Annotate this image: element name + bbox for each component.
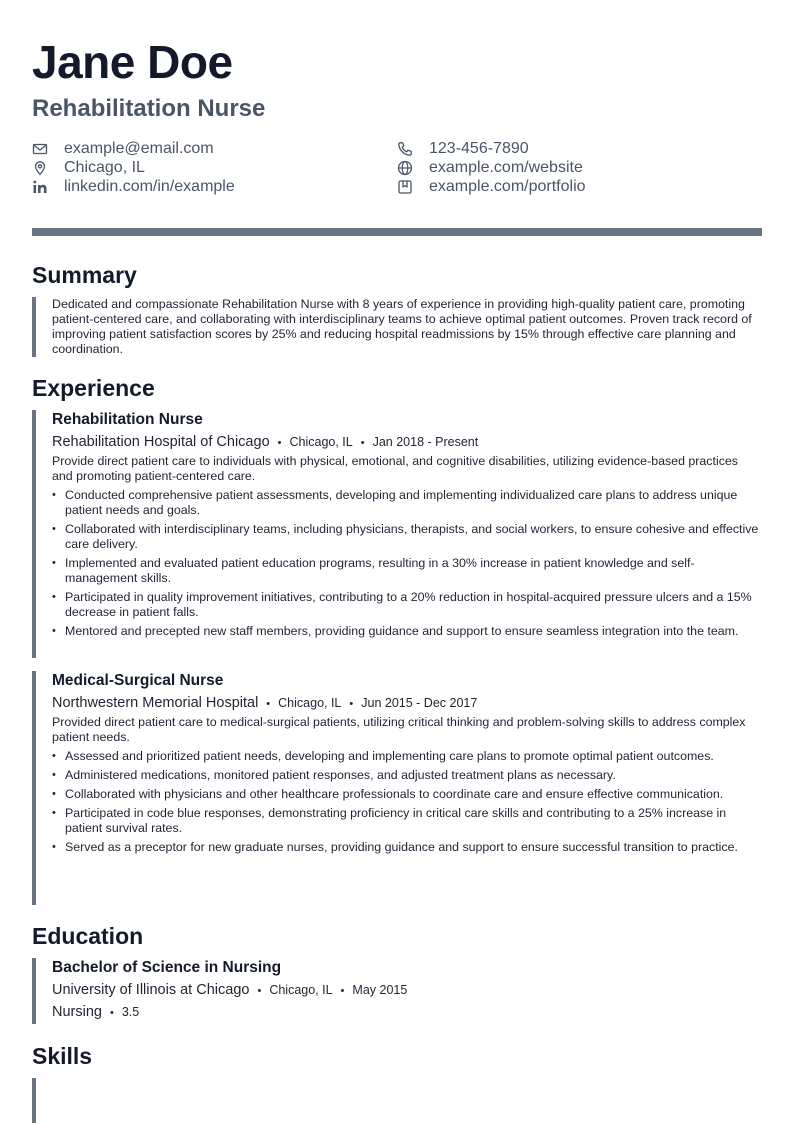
job-bullet: • Served as a preceptor for new graduate nurses, providing guidance and support to ensure successful transition to practice. [52,840,762,855]
job-location: Chicago, IL [278,696,342,710]
education-school: University of Illinois at Chicago [52,982,250,998]
contact-location [32,158,145,177]
job-title: Rehabilitation Nurse [52,411,203,428]
map-pin-icon [32,160,48,176]
job-location: Chicago, IL [289,435,353,449]
contact-portfolio[interactable] [397,177,586,196]
separator-dot: • [340,985,345,997]
skills-heading: Skills [32,1043,93,1069]
job-meta [52,433,762,452]
portfolio-icon [397,179,413,195]
job-bullet: • Assessed and prioritized patient needs, developing and implementing care plans to promote optimal patient outcomes. [52,749,762,764]
education-gpa: 3.5 [121,1005,140,1019]
job-description: Provided direct patient care to medical-surgical patients, utilizing critical thinking and problem-solving skills to address complex patient needs. [52,715,746,744]
contact-linkedin-text: linkedin.com/in/example [64,177,235,195]
education-location: Chicago, IL [269,983,333,997]
contact-portfolio-text: example.com/portfolio [429,177,586,195]
job-bullet: • Participated in quality improvement initiatives, contributing to a 20% reduction in hospital-acquired pressure ulcers and a 15% decrease in patient falls. [52,590,762,620]
contact-info [32,139,762,199]
summary-text: Dedicated and compassionate Rehabilitation Nurse with 8 years of experience in providing high-quality patient care, promoting patient-centered care, and collaborating with interdisciplinary teams to achieve optimal patient outcomes. Proven track record of improving patient satisfaction scores by 25% and reducing hospital readmissions by 15% through effective care planning and coordination. [52,297,752,356]
candidate-name: Jane Doe [32,36,233,88]
job-description: Provide direct patient care to individuals with physical, emotional, and cognitive disabilities, utilizing evidence-based practices and promoting patient-centered care. [52,454,738,483]
contact-email-text: example@email.com [64,139,214,157]
job-bullets [52,749,762,855]
education-details [52,1003,762,1022]
job-entry [32,410,762,658]
job-bullet: • Administered medications, monitored patient responses, and adjusted treatment plans as necessary. [52,768,762,783]
mail-icon [32,141,48,157]
job-bullet: • Mentored and precepted new staff members, providing guidance and support to ensure seamless integration into the team. [52,624,762,639]
skills-block [32,1078,762,1123]
separator-dot: • [257,985,262,997]
contact-phone-text: 123-456-7890 [429,139,529,157]
contact-location-text: Chicago, IL [64,158,145,176]
education-meta [52,981,762,1000]
education-degree: Bachelor of Science in Nursing [52,959,282,976]
contact-website[interactable] [397,158,583,177]
job-dates: Jun 2015 - Dec 2017 [361,696,478,710]
separator-dot: • [360,437,365,449]
job-entry [32,671,762,905]
contact-linkedin[interactable] [32,177,235,196]
job-bullet: • Participated in code blue responses, demonstrating proficiency in critical care skills and contributing to a 25% increase in patient survival rates. [52,806,762,836]
job-meta [52,694,762,713]
phone-icon [397,141,413,157]
summary-heading: Summary [32,262,137,288]
education-entry [32,958,762,1024]
job-organization: Rehabilitation Hospital of Chicago [52,434,270,450]
candidate-role: Rehabilitation Nurse [32,95,266,122]
job-organization: Northwestern Memorial Hospital [52,695,259,711]
summary-block [32,297,762,357]
contact-phone[interactable] [397,139,529,158]
linkedin-icon [32,179,48,195]
job-bullet: • Collaborated with interdisciplinary teams, including physicians, therapists, and social workers, to ensure cohesive and effective care delivery. [52,522,762,552]
contact-website-text: example.com/website [429,158,583,176]
globe-icon [397,160,413,176]
job-bullets [52,488,762,639]
separator-dot: • [349,698,354,710]
separator-dot: • [266,698,271,710]
job-dates: Jan 2018 - Present [372,435,479,449]
education-field: Nursing [52,1004,102,1020]
job-title: Medical-Surgical Nurse [52,672,224,689]
job-bullet: • Conducted comprehensive patient assessments, developing and implementing individualized care plans to address unique patient needs and goals. [52,488,762,518]
job-bullet: • Collaborated with physicians and other healthcare professionals to coordinate care and ensure effective communication. [52,787,762,802]
header-divider [32,228,762,236]
job-bullet: • Implemented and evaluated patient education programs, resulting in a 30% increase in patient knowledge and self-management skills. [52,556,762,586]
education-heading: Education [32,923,144,949]
contact-email[interactable] [32,139,214,158]
experience-heading: Experience [32,375,155,401]
separator-dot: • [277,437,282,449]
education-date: May 2015 [352,983,408,997]
separator-dot: • [109,1007,114,1019]
